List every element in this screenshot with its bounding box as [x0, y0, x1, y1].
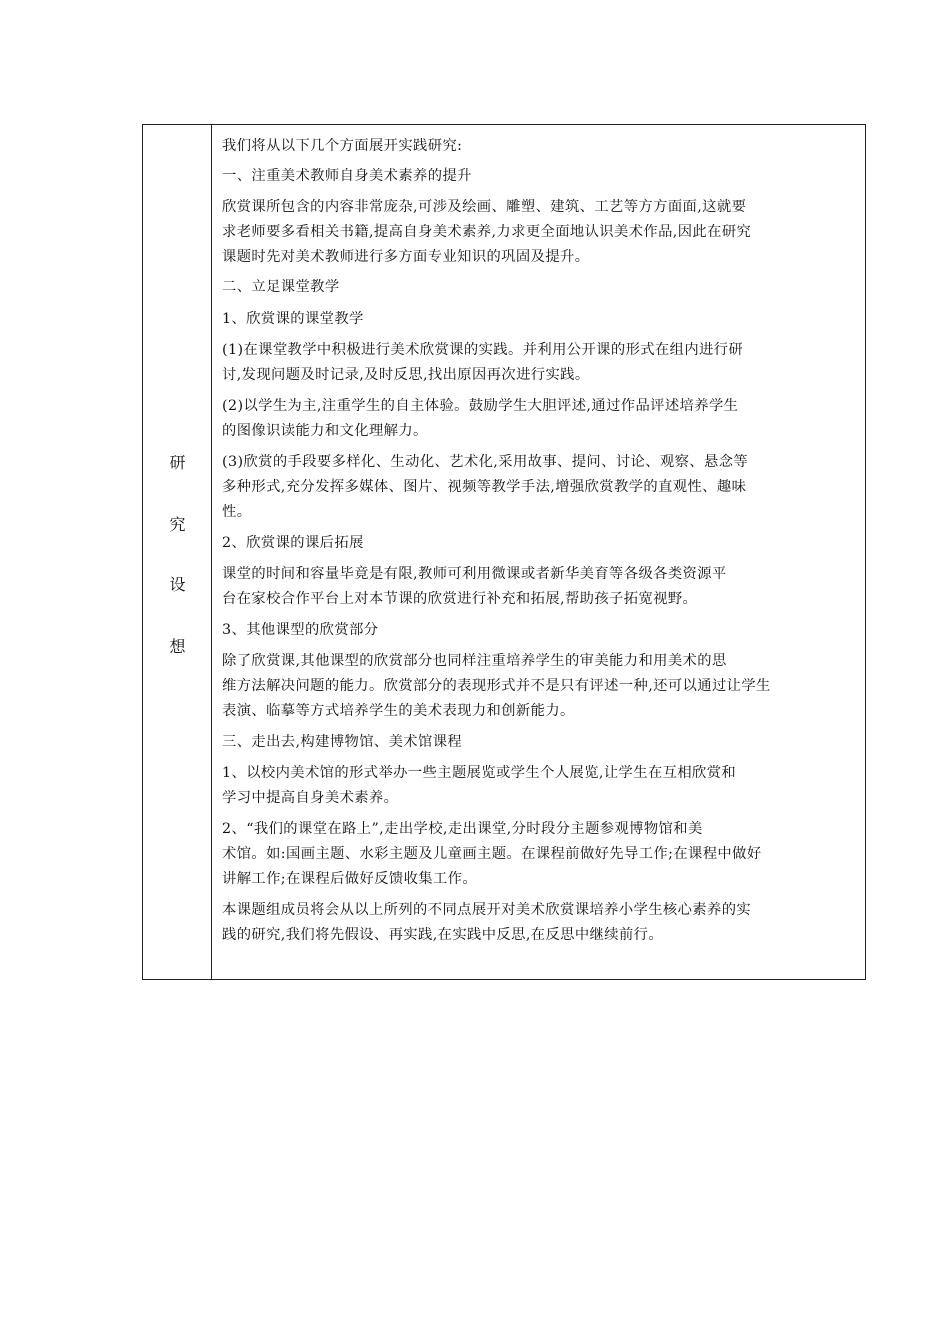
section-label-char: 想 [169, 637, 186, 656]
paragraph-line: (2)以学生为主,注重学生的自主体验。鼓励学生大胆评述,通过作品评述培养学生 [222, 398, 739, 414]
heading-3: 三、走出去,构建博物馆、美术馆课程 [222, 734, 463, 750]
research-design-table [142, 124, 866, 980]
section-label-char: 研 [169, 453, 186, 472]
paragraph-line: (3)欣赏的手段要多样化、生动化、艺术化,采用故事、提问、讨论、观察、悬念等 [222, 454, 749, 470]
paragraph-line: 本课题组成员将会从以上所列的不同点展开对美术欣赏课培养小学生核心素养的实 [222, 902, 752, 918]
section-label-char: 设 [169, 575, 186, 594]
section-label-cell [143, 125, 212, 979]
paragraph-line: 表演、临摹等方式培养学生的美术表现力和创新能力。 [222, 703, 575, 719]
paragraph-line: 讨,发现问题及时记录,及时反思,找出原因再次进行实践。 [222, 367, 590, 383]
paragraph-line: 台在家校合作平台上对本节课的欣赏进行补充和拓展,帮助孩子拓宽视野。 [222, 591, 698, 607]
paragraph-line: 课题时先对美术教师进行多方面专业知识的巩固及提升。 [222, 249, 590, 265]
paragraph-line: 术馆。如:国画主题、水彩主题及儿童画主题。在课程前做好先导工作;在课程中做好 [222, 846, 762, 862]
paragraph-line: 多种形式,充分发挥多媒体、图片、视频等教学手法,增强欣赏教学的直观性、趣味 [222, 479, 747, 495]
paragraph-line: 2、“我们的课堂在路上”,走出学校,走出课堂,分时段分主题参观博物馆和美 [222, 821, 703, 837]
paragraph-line: 求老师要多看相关书籍,提高自身美术素养,力求更全面地认识美术作品,因此在研究 [222, 224, 752, 240]
subheading: 3、其他课型的欣赏部分 [222, 622, 379, 638]
paragraph-line: 维方法解决问题的能力。欣赏部分的表现形式并不是只有评述一种,还可以通过让学生 [222, 678, 771, 694]
heading-2: 二、立足课堂教学 [222, 279, 340, 295]
subheading: 1、欣赏课的课堂教学 [222, 311, 364, 327]
paragraph-line: 学习中提高自身美术素养。 [222, 790, 399, 806]
paragraph-line: 1、以校内美术馆的形式举办一些主题展览或学生个人展览,让学生在互相欣赏和 [222, 765, 737, 781]
paragraph-line: 性。 [222, 504, 252, 520]
paragraph-line: 课堂的时间和容量毕竟是有限,教师可利用微课或者新华美育等各级各类资源平 [222, 566, 727, 582]
section-label-char: 究 [169, 515, 186, 534]
paragraph-line: (1)在课堂教学中积极进行美术欣赏课的实践。并利用公开课的形式在组内进行研 [222, 342, 744, 358]
subheading: 2、欣赏课的课后拓展 [222, 535, 364, 551]
paragraph-line: 除了欣赏课,其他课型的欣赏部分也同样注重培养学生的审美能力和用美术的思 [222, 653, 727, 669]
paragraph-line: 讲解工作;在课程后做好反馈收集工作。 [222, 871, 478, 887]
paragraph-line: 践的研究,我们将先假设、再实践,在实践中反思,在反思中继续前行。 [222, 927, 664, 943]
paragraph-line: 欣赏课所包含的内容非常庞杂,可涉及绘画、雕塑、建筑、工艺等方方面面,这就要 [222, 199, 747, 215]
paragraph-line: 的图像识读能力和文化理解力。 [222, 423, 428, 439]
heading-1: 一、注重美术教师自身美术素养的提升 [222, 168, 472, 184]
section-content-cell [212, 125, 865, 979]
intro-line: 我们将从以下几个方面展开实践研究: [222, 138, 463, 154]
